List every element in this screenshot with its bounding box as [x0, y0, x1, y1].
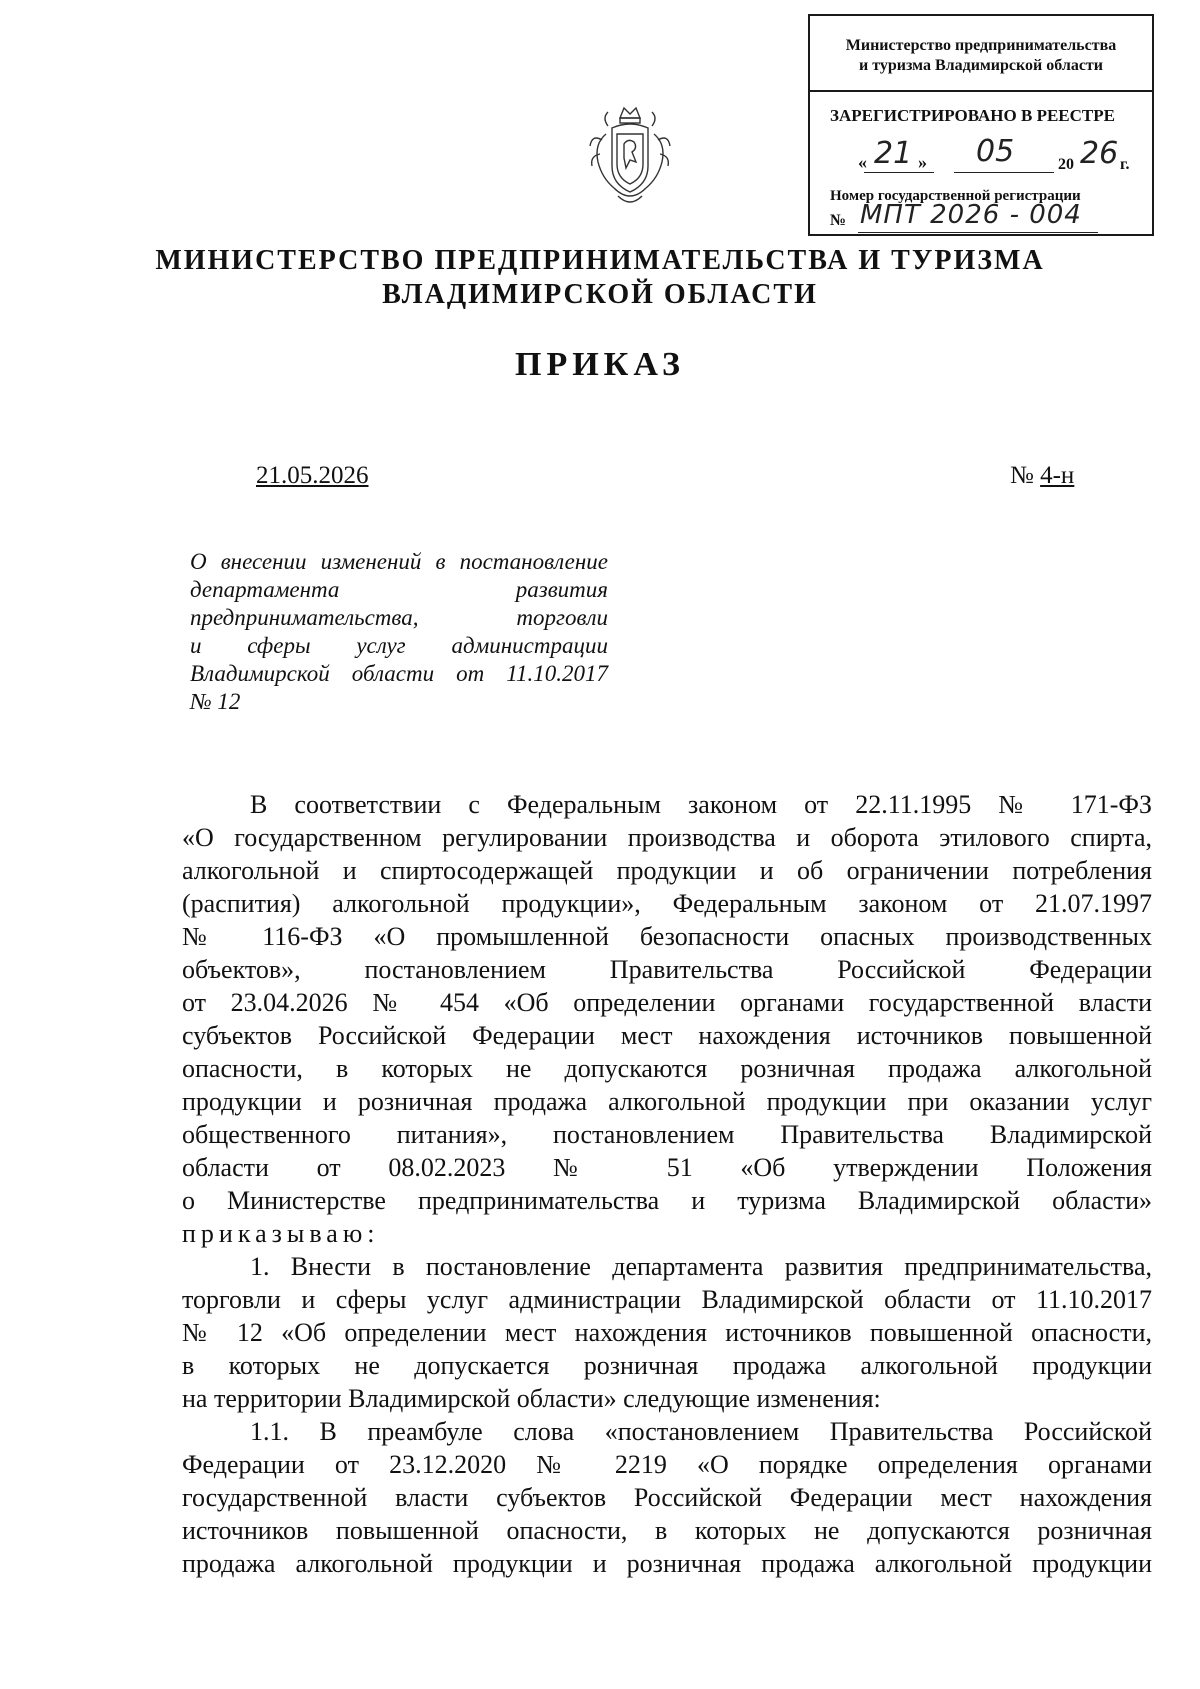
order-number — [1010, 462, 1074, 490]
body-line: В соответствии с Федеральным законом от 22.11.1995 № 171-ФЗ — [250, 790, 1152, 819]
body-line: области от 08.02.2023 № 51 «Об утверждении Положения — [182, 1153, 1152, 1182]
stamp-organization — [810, 16, 1152, 92]
body-line: 1.1. В преамбуле слова «постановлением Правительства Российской — [250, 1417, 1152, 1446]
order-number-value: 4-н — [1040, 462, 1075, 489]
subject-line: № 12 — [190, 689, 241, 714]
stamp-date-month: 05 — [976, 134, 1015, 169]
body-line: «О государственном регулировании производства и оборота этилового спирта, — [182, 823, 1152, 852]
subject-line: департамента развития — [190, 577, 608, 602]
stamp-date-year-prefix: 20 — [1058, 156, 1074, 173]
body-line: опасности, в которых не допускаются розничная продажа алкогольной — [182, 1054, 1152, 1083]
subject-line: О внесении изменений в постановление — [190, 549, 608, 574]
body-line-decree-word: приказываю: — [182, 1219, 380, 1248]
ministry-name — [0, 244, 1200, 312]
stamp-date-year: 26 — [1080, 136, 1119, 171]
ministry-name-line1: МИНИСТЕРСТВО ПРЕДПРИНИМАТЕЛЬСТВА И ТУРИЗМА — [155, 245, 1045, 276]
body-line: Федерации от 23.12.2020 № 2219 «О порядке определения органами — [182, 1450, 1152, 1479]
body-line: государственной власти субъектов Российской Федерации мест нахождения — [182, 1483, 1152, 1512]
stamp-reg-number — [830, 200, 1130, 230]
registration-stamp — [808, 14, 1154, 236]
order-date: 21.05.2026 — [256, 462, 369, 489]
stamp-date-suffix: г. — [1120, 156, 1130, 173]
order-body — [182, 788, 1152, 1580]
stamp-reg-number-label: Номер государственной регистрации — [830, 188, 1081, 204]
body-line: объектов», постановлением Правительства Российской Федерации — [182, 955, 1152, 984]
stamp-reg-number-value: МПТ 2026 - 004 — [860, 200, 1082, 230]
body-line: от 23.04.2026 № 454 «Об определении органами государственной власти — [182, 988, 1152, 1017]
coat-of-arms-icon — [584, 104, 676, 214]
body-line: на территории Владимирской области» следующие изменения: — [182, 1384, 881, 1413]
body-line: источников повышенной опасности, в которых не допускаются розничная — [182, 1516, 1152, 1545]
order-subject — [190, 548, 608, 716]
body-line: № 12 «Об определении мест нахождения источников повышенной опасности, — [182, 1318, 1152, 1347]
stamp-date-day: 21 — [874, 136, 913, 171]
body-line: общественного питания», постановлением Правительства Владимирской — [182, 1120, 1152, 1149]
document-type: ПРИКАЗ — [515, 346, 685, 383]
body-line: алкогольной и спиртосодержащей продукции и об ограничении потребления — [182, 856, 1152, 885]
subject-line: предпринимательства, торговли — [190, 605, 608, 630]
body-line: субъектов Российской Федерации мест нахождения источников повышенной — [182, 1021, 1152, 1050]
stamp-registered-label: ЗАРЕГИСТРИРОВАНО В РЕЕСТРЕ — [830, 106, 1115, 125]
body-line: 1. Внести в постановление департамента развития предпринимательства, — [250, 1252, 1152, 1281]
body-line: о Министерстве предпринимательства и туризма Владимирской области» — [182, 1186, 1152, 1215]
stamp-date: « 21 » 05 20 26 г. — [858, 134, 1130, 173]
stamp-org-line1: Министерство предпринимательства — [845, 37, 1117, 54]
subject-line: Владимирской области от 11.10.2017 — [190, 661, 608, 686]
subject-line: и сферы услуг администрации — [190, 633, 608, 658]
body-line: (распития) алкогольной продукции», Федеральным законом от 21.07.1997 — [182, 889, 1152, 918]
stamp-reg-number-prefix: № — [830, 212, 847, 229]
ministry-name-line2: ВЛАДИМИРСКОЙ ОБЛАСТИ — [382, 279, 818, 310]
stamp-org-line2: и туризма Владимирской области — [858, 57, 1104, 74]
body-line: № 116-ФЗ «О промышленной безопасности опасных производственных — [182, 922, 1152, 951]
order-number-prefix: № — [1010, 462, 1034, 489]
body-line: в которых не допускается розничная продажа алкогольной продукции — [182, 1351, 1152, 1380]
body-line: торговли и сферы услуг администрации Владимирской области от 11.10.2017 — [182, 1285, 1152, 1314]
body-line: продажа алкогольной продукции и розничная продажа алкогольной продукции — [182, 1549, 1152, 1578]
body-line: продукции и розничная продажа алкогольной продукции при оказании услуг — [182, 1087, 1152, 1116]
